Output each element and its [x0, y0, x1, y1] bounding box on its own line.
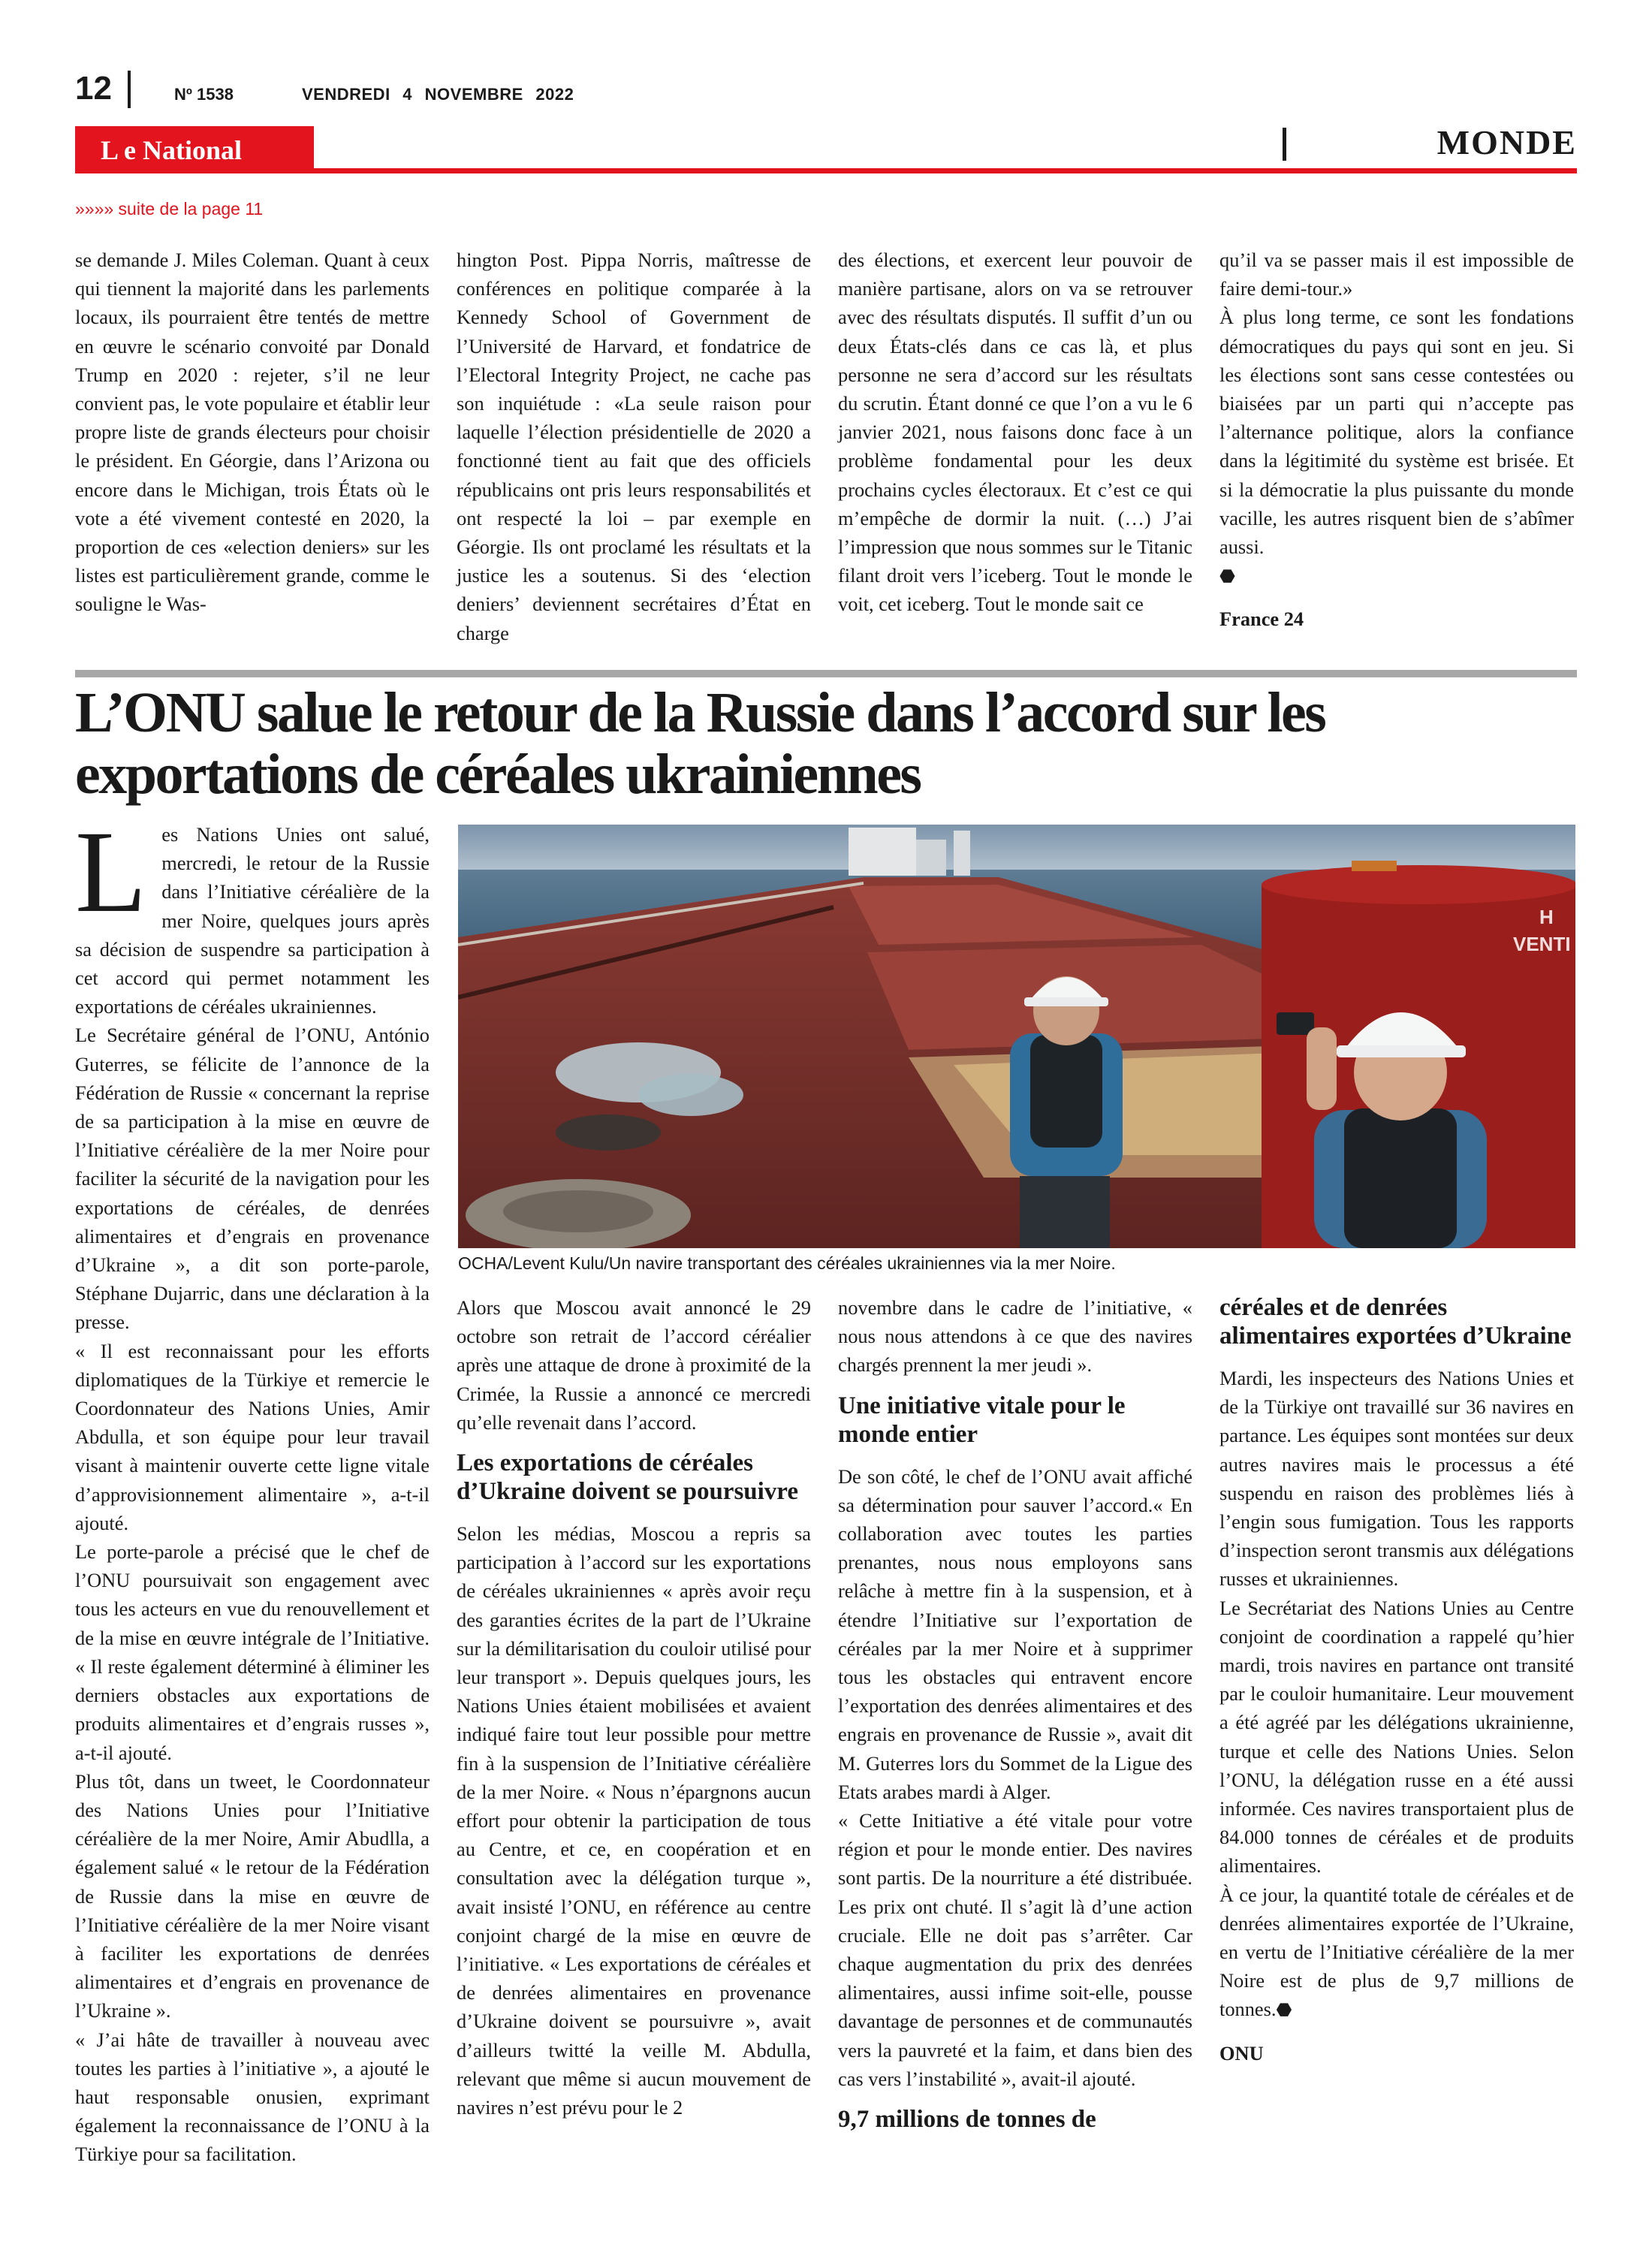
paragraph: Mardi, les inspecteurs des Nations Unies et de la Türkiye ont travaillé sur 36 navires en partance. Les équipes sont montées sur deux autres navires mais le processus a été suspendu en raison des problèmes liés à l’engin sous fumigation. Tous les rapports d’inspection seront transmis aux délégations russes et ukrainiennes. [1219, 1367, 1574, 1591]
paragraph: Le Secrétariat des Nations Unies au Centre conjoint de coordination a rappelé qu’hier mardi, trois navires en partance ont transité par le couloir humanitaire. Leur mouvement a été agréé par les délégations ukrainienne, turque et celle des Nations Unies. Selon l’ONU, la délégation russe en a été aussi informée. Ces navires transportaient plus de 84.000 tonnes de céréales et de produits alimentaires. [1219, 1596, 1574, 1878]
paragraph: des élections, et exercent leur pouvoir de manière partisane, alors on va se retrouver avec des résultats disputés. Il suffit d’un ou deux États-clés dans ce cas là, et plus personne ne sera d’accord sur les résultats du scrutin. Étant donné ce que l’on a vu le 6 janvier 2021, nous faisons donc face à un problème fondamental pour les deux prochains cycles électoraux. Et c’est ce qui m’empêche de dormir la nuit. (…) J’ai l’impression que nous sommes sur le Titanic filant droit vers l’iceberg. Tout le monde le voit, cet iceberg. Tout le monde sait ce [838, 249, 1192, 616]
paragraph: se demande J. Miles Coleman. Quant à ceux qui tiennent la majorité dans les parlements locaux, ils pourraient être tentés de mettre en œuvre le scénario convoité par Donald Trump en 2020 : rejeter, s’il ne leur convient pas, le vote populaire et établir leur propre liste de grands électeurs pour choisir le président. En Géorgie, dans l’Arizona ou encore dans le Michigan, trois États où le vote a été vivement contesté en 2020, la proportion de ces «election deniers» sur les listes est particulièrement grande, comme le souligne le Was- [75, 249, 430, 616]
subheading: Les exportations de céréales d’Ukraine doivent se poursuivre [457, 1449, 799, 1506]
paragraph: Le Secrétaire général de l’ONU, António Guterres, se félicite de l’annonce de la Fédération de Russie « concernant la reprise de sa participation à la mise en œuvre de l’Initiative céréalière de la mer Noire pour faciliter la sécurité de la navigation pour les exportations de céréales, de denrées alimentaires et d’engrais en provenance d’Ukraine », a dit son porte-parole, Stéphane Dujarric, dans une déclaration à la presse. [75, 1024, 430, 1334]
svg-text:VENTI: VENTI [1513, 933, 1571, 955]
paragraph: qu’il va se passer mais il est impossible de faire demi-tour.» [1219, 249, 1574, 300]
page-number: 12 [75, 70, 112, 107]
article-photo [458, 825, 1575, 1248]
paragraph: Plus tôt, dans un tweet, le Coordonnateur des Nations Unies pour l’Initiative céréalière de la mer Noire, Amir Abudlla, a également salué « le retour de la Fédération de Russie dans la mise en œuvre de l’Initiative céréalière de la mer Noire visant à faciliter les exportations de denrées alimentaires et d’engrais en provenance de l’Ukraine ». [75, 1769, 430, 2022]
prev-article-column-1 [75, 246, 430, 619]
article-column-2 [457, 1293, 811, 2122]
paragraph: Selon les médias, Moscou a repris sa participation à l’accord sur les exportations de céréales ukrainiennes « après avoir reçu des garanties écrites de la part de l’Ukraine sur la démilitarisation du couloir utilisé pour leur transport ». Depuis quelques jours, les Nations Unies étaient mobilisées et avaient indiqué faire tout leur possible pour mettre fin à la suspension de l’Initiative céréalière de la mer Noire. « Nous n’épargnons aucun effort pour obtenir la participation de tous au Centre, et ce, en coopération et en consultation avec la délégation turque », avait insisté l’ONU, en référence au centre conjoint chargé de la mise en œuvre de l’initiative. « Les exportations de céréales et de denrées alimentaires en provenance d’Ukraine doivent se poursuivre », avait d’ailleurs twitté la veille M. Abdulla, relevant que même si aucun mouvement de navires n’est prévu pour le 2 [457, 1522, 811, 2119]
paragraph-text: À ce jour, la quantité totale de céréales et de denrées alimentaires exportée de l’Ukraine, en vertu de l’Initiative céréalière de la mer Noire est de plus de 9,7 millions de tonnes. [1219, 1883, 1574, 2021]
page-number-divider [128, 71, 131, 108]
subheading: 9,7 millions de tonnes de [838, 2106, 1096, 2134]
end-mark-icon: ⬣ [1276, 2001, 1292, 2021]
paragraph [75, 807, 430, 1021]
article-separator [75, 670, 1577, 677]
article-column-3 [838, 1293, 1192, 2147]
svg-text:H: H [1539, 906, 1554, 928]
prev-article-column-4 [1219, 246, 1574, 634]
article-lead-column [75, 807, 430, 2169]
paragraph: novembre dans le cadre de l’initiative, « nous nous attendons à ce que des navires chargés prennent la mer jeudi ». [838, 1296, 1192, 1377]
paragraph: De son côté, le chef de l’ONU avait affiché sa détermination pour sauver l’accord.« En collaboration avec toutes les parties prenantes, nous nous employons sans relâche à mettre fin à la suspension, et à étendre l’Initiative sur l’exportation de céréales par la mer Noire et à supprimer tous les obstacles qui entravent encore l’exportation des denrées alimentaires et des engrais en provenance de Russie », avait dit M. Guterres lors du Sommet de la Ligue des Etats arabes mardi à Alger. [838, 1464, 1192, 1803]
paragraph [1219, 303, 1574, 591]
paragraph-text: À plus long terme, ce sont les fondations démocratiques du pays qui sont en jeu. Si les élections sont sans cesse contestées ou biaisées par un parti qui n’accepte pas l’alternance politique, alors la confiance dans la légitimité du système est brisée. Et si la démocratie la plus puissante du monde vacille, les autres risquent bien de s’abîmer aussi. [1219, 306, 1574, 559]
end-mark-icon: ⬣ [1219, 567, 1235, 587]
article-source: France 24 [1219, 608, 1304, 631]
issue-number: Nº 1538 [174, 85, 234, 104]
photo-caption: OCHA/Levent Kulu/Un navire transportant des céréales ukrainiennes via la mer Noire. [458, 1253, 1116, 1273]
subheading: Une initiative vitale pour le monde entier [838, 1392, 1126, 1448]
subheading: céréales et de denrées alimentaires exportées d’Ukraine [1219, 1294, 1572, 1350]
paragraph: Alors que Moscou avait annoncé le 29 octobre son retrait de l’accord céréalier après une attaque de drone à proximité de la Crimée, la Russie a annoncé ce mercredi qu’elle revenait dans l’accord. [457, 1296, 811, 1434]
article-headline: L’ONU salue le retour de la Russie dans l’accord sur les exportations de céréales ukrainiennes [75, 681, 1325, 806]
article-source: ONU [1219, 2041, 1264, 2064]
prev-article-column-2 [457, 246, 811, 647]
masthead-label: L e National [101, 135, 243, 165]
paragraph: « J’ai hâte de travailler à nouveau avec toutes les parties à l’initiative », a ajouté le haut responsable onusien, exprimant également la reconnaissance de l’ONU à la Türkiye pour sa facilitation. [75, 2028, 430, 2166]
paragraph: Le porte-parole a précisé que le chef de l’ONU poursuivait son engagement avec tous les acteurs en vue du renouvellement et de la mise en œuvre intégrale de l’Initiative. « Il reste également déterminé à éliminer les derniers obstacles aux exportations de produits alimentaires et d’engrais russes », a-t-il ajouté. [75, 1540, 430, 1764]
section-title: MONDE [1436, 123, 1577, 161]
paragraph [1219, 1881, 1574, 2025]
header-red-rule [75, 168, 1577, 173]
paragraph: « Cette Initiative a été vitale pour votre région et pour le monde entier. Des navires sont partis. De la nourriture a été distribuée. Les prix ont chuté. Il s’agit là d’une action cruciale. Elle ne doit pas s’arrêter. Car chaque augmentation du prix des denrées alimentaires, aussi infime soit-elle, pousse davantage de personnes et de communautés vers la pauvreté et la faim, et dans bien des cas vers l’instabilité », avait-il ajouté. [838, 1809, 1192, 2090]
continued-from-link[interactable]: »»»» suite de la page 11 [75, 199, 264, 219]
issue-date: VENDREDI 4 NOVEMBRE 2022 [302, 85, 574, 104]
paragraph: hington Post. Pippa Norris, maîtresse de conférences en politique comparée à la Kennedy School of Government de l’Université de Harvard, et fondatrice de l’Electoral Integrity Project, ne cache pas son inquiétude : «La seule raison pour laquelle l’élection présidentielle de 2020 a fonctionné tient au fait que des officiels républicains ont pris leurs responsabilités et ont respecté la loi – par exemple en Géorgie. Ils ont proclamé les résultats et la justice les a soutenus. Si des ‘election deniers’ deviennent secrétaires d’État en charge [457, 249, 811, 644]
drop-cap: L [75, 807, 147, 936]
article-column-4 [1219, 1293, 1574, 2068]
section-divider [1283, 128, 1286, 161]
prev-article-column-3 [838, 246, 1192, 619]
paragraph: « Il est reconnaissant pour les efforts diplomatiques de la Türkiye et remercie le Coordonnateur des Nations Unies, Amir Abdulla, et son équipe pour leur travail visant à maintenir ouverte cette ligne vitale d’approvisionnement alimentaire », a-t-il ajouté. [75, 1339, 430, 1534]
paragraph-text: es Nations Unies ont salué, mercredi, le retour de la Russie dans l’Initiative céréalière de la mer Noire, quelques jours après sa décision de suspendre sa participation à cet accord qui permet notamment les exportations de céréales ukrainiennes. [75, 823, 430, 1018]
